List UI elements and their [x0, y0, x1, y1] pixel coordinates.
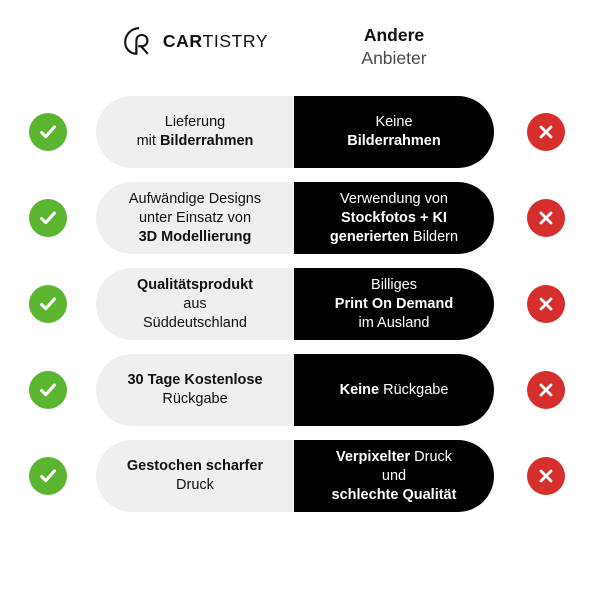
comparison-header	[0, 22, 600, 84]
comparison-row	[0, 354, 600, 426]
comparison-row	[0, 182, 600, 254]
cross-badge-cell	[494, 113, 598, 151]
comparison-row	[0, 268, 600, 340]
brand-feature-text: Gestochen scharfer Druck	[126, 458, 264, 493]
brand-logo	[122, 26, 268, 56]
cross-circle-icon	[527, 457, 565, 495]
brand-feature-text: Lieferung mit Bilderrahmen	[136, 114, 254, 149]
brand-feature-text: 30 Tage Kostenlose Rückgabe	[127, 372, 263, 407]
brand-feature-pill	[96, 354, 294, 426]
competitor-feature-pill	[294, 268, 494, 340]
check-badge-cell	[0, 285, 96, 323]
competitor-feature-pill	[294, 354, 494, 426]
brand-column-header	[96, 22, 294, 56]
comparison-row	[0, 96, 600, 168]
competitor-feature-text: Billiges Print On Demand im Ausland	[334, 276, 454, 331]
cross-badge-cell	[494, 371, 598, 409]
comparison-row	[0, 440, 600, 512]
comparison-rows	[0, 96, 600, 512]
competitor-feature-pill	[294, 440, 494, 512]
competitor-subtitle: Anbieter	[361, 48, 427, 68]
cross-badge-cell	[494, 199, 598, 237]
cross-circle-icon	[527, 371, 565, 409]
cross-badge-cell	[494, 285, 598, 323]
check-badge-cell	[0, 371, 96, 409]
brand-feature-pill	[96, 182, 294, 254]
cross-badge-cell	[494, 457, 598, 495]
check-circle-icon	[29, 457, 67, 495]
brand-feature-text: Aufwändige Designs unter Einsatz von 3D Modellierung	[128, 190, 262, 245]
competitor-column-header	[294, 22, 494, 70]
check-circle-icon	[29, 285, 67, 323]
competitor-feature-text: Verwendung von Stockfotos + KI generierten Bildern	[329, 190, 459, 245]
competitor-feature-text: Verpixelter Druck und schlechte Qualität	[331, 448, 457, 503]
cross-circle-icon	[527, 285, 565, 323]
brand-feature-pill	[96, 440, 294, 512]
check-circle-icon	[29, 371, 67, 409]
cross-circle-icon	[527, 199, 565, 237]
cross-circle-icon	[527, 113, 565, 151]
check-badge-cell	[0, 113, 96, 151]
competitor-feature-pill	[294, 182, 494, 254]
competitor-feature-text: Keine Rückgabe	[339, 381, 449, 398]
check-badge-cell	[0, 457, 96, 495]
competitor-feature-text: Keine Bilderrahmen	[347, 114, 441, 149]
brand-feature-pill	[96, 96, 294, 168]
check-badge-cell	[0, 199, 96, 237]
brand-feature-text: Qualitätsprodukt aus Süddeutschland	[136, 276, 253, 331]
competitor-feature-pill	[294, 96, 494, 168]
brand-wordmark-light: TISTRY	[202, 30, 269, 51]
brand-wordmark	[163, 31, 268, 52]
check-circle-icon	[29, 199, 67, 237]
brand-feature-pill	[96, 268, 294, 340]
brand-wordmark-bold: CAR	[162, 30, 203, 51]
check-circle-icon	[29, 113, 67, 151]
competitor-title: Andere	[363, 25, 425, 45]
cartistry-monogram-icon	[122, 26, 156, 56]
